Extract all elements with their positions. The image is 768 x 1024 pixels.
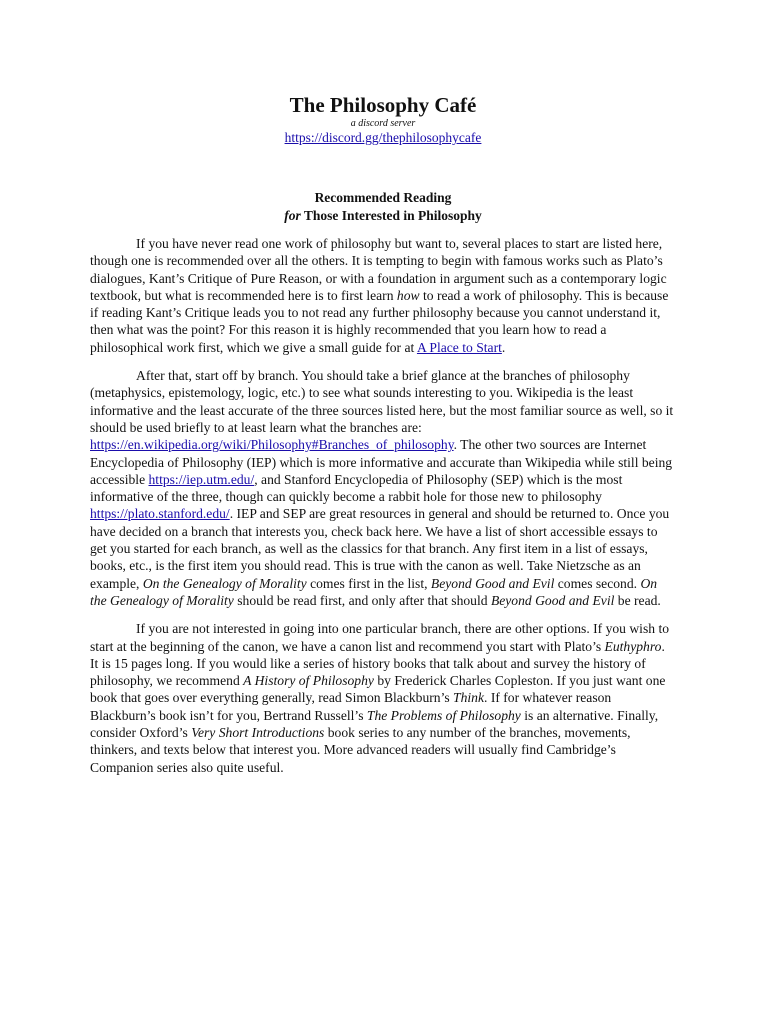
text-run: .	[501, 339, 506, 355]
text-run: . It is 15 pages long. If you would like a series of history books that talk about and survey the history of philosophy, we recommend	[90, 638, 665, 689]
place-to-start-link[interactable]: A Place to Start	[416, 339, 502, 355]
text-run: After that, start off by branch. You should take a brief glance at the branches of philosophy (metaphysics, epistemology, logic, etc.) to see what sounds interesting to you. Wikipedia is the least informative and the least accurate of the three sources listed here, but the most familiar source as well, so it should be used briefly to at least learn what the branches are:	[90, 368, 674, 435]
book-title-genealogy: On the Genealogy of Morality	[90, 575, 658, 608]
book-title-beyond-good-and-evil: Beyond Good and Evil	[490, 592, 615, 608]
text-run: comes first in the list,	[306, 575, 431, 591]
text-run: be read.	[614, 592, 661, 608]
paragraph-intro	[90, 235, 676, 356]
wikipedia-branches-link[interactable]: https://en.wikipedia.org/wiki/Philosophy#Branches_of_philosophy	[90, 437, 454, 453]
discord-server-link[interactable]: https://discord.gg/thephilosophycafe	[284, 130, 482, 145]
text-run: to read a work of philosophy. This is because if reading Kant’s Critique leads you to not read any further philosophy because you cannot understand it, then what was the point? For this reason it is highly recommended that you learn how to read a philosophical work first, which we give a small guide for at	[90, 287, 669, 355]
text-run: . The other two sources are Internet Encyclopedia of Philosophy (IEP) which is more informative and accurate than Wikipedia while still being accessible	[90, 437, 673, 487]
section-heading-line1: Recommended Reading	[314, 190, 452, 205]
book-title-think: Think	[453, 690, 485, 706]
section-heading	[90, 189, 676, 224]
text-run: should be read first, and only after that should	[233, 592, 491, 608]
text-run: . If for whatever reason Blackburn’s book isn’t for you, Bertrand Russell’s	[90, 690, 612, 723]
iep-link[interactable]: https://iep.utm.edu/	[148, 471, 255, 487]
text-run: , and Stanford Encyclopedia of Philosophy (SEP) which is the most informative of the three, though can quickly become a rabbit hole for those new to philosophy	[90, 471, 623, 505]
section-heading-line2	[90, 207, 676, 225]
book-title-euthyphro: Euthyphro	[604, 638, 662, 654]
text-run: by Frederick Charles Copleston. If you just want one book that goes over everything generally, read Simon Blackburn’s	[90, 673, 666, 706]
text-run: If you are not interested in going into one particular branch, there are other options. If you wish to start at the beginning of the canon, we have a canon list and recommend you start with Plato’s	[90, 621, 670, 654]
text-run: . IEP and SEP are great resources in general and should be returned to. Once you have decided on a branch that interests you, check back here. We have a list of short accessible essays to get you started for each branch, as well as the classics for that branch. Any first item in a list of essays, books, etc., is the first item you should read. This is true with the canon as well. Take Nietzsche as an example,	[90, 506, 670, 591]
sep-link[interactable]: https://plato.stanford.edu/	[90, 506, 230, 522]
text-run: comes second.	[554, 575, 641, 591]
book-title-history-of-philosophy: A History of Philosophy	[243, 673, 374, 689]
heading-for-word: for	[284, 207, 301, 223]
heading-line2-rest: Those Interested in Philosophy	[300, 207, 482, 223]
text-run: is an alternative. Finally, consider Oxford’s	[90, 707, 659, 741]
book-title-very-short-introductions: Very Short Introductions	[191, 725, 325, 741]
page-title: The Philosophy Café	[289, 93, 477, 117]
text-run: book series to any number of the branches, movements, thinkers, and texts below that interest you. More advanced readers will usually find Cambridge’s Companion series also quite useful.	[90, 725, 631, 775]
book-title-beyond-good-and-evil: Beyond Good and Evil	[430, 575, 555, 591]
paragraph-branches	[90, 367, 676, 609]
page-subtitle: a discord server	[350, 118, 416, 129]
book-title-problems-of-philosophy: The Problems of Philosophy	[366, 707, 521, 723]
page-content	[90, 92, 676, 776]
text-run: If you have never read one work of philosophy but want to, several places to start are listed here, though one is recommended over all the others. It is tempting to begin with famous works such as Plato’s dialogues, Kant’s Critique of Pure Reason, or with a foundation in argument such as a contemporary logic textbook, but what is recommended here is to first learn	[90, 236, 667, 303]
book-title-genealogy: On the Genealogy of Morality	[142, 575, 307, 591]
emphasis-how: how	[396, 287, 420, 303]
paragraph-other-options	[90, 620, 676, 776]
